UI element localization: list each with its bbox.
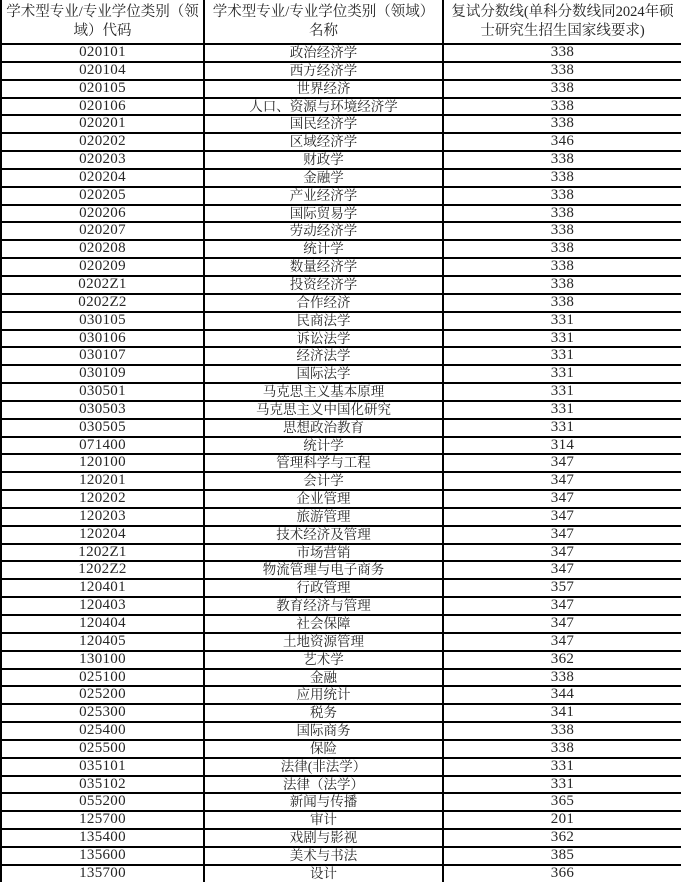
name-cell: 旅游管理 xyxy=(204,508,443,526)
name-cell: 保险 xyxy=(204,740,443,758)
score-cell: 346 xyxy=(443,133,681,151)
table-row xyxy=(1,133,681,151)
name-cell: 投资经济学 xyxy=(204,276,443,294)
name-cell: 企业管理 xyxy=(204,490,443,508)
score-cell: 338 xyxy=(443,240,681,258)
code-cell: 025500 xyxy=(1,740,204,758)
name-cell: 马克思主义中国化研究 xyxy=(204,401,443,419)
name-cell: 会计学 xyxy=(204,472,443,490)
score-cell: 331 xyxy=(443,312,681,330)
name-cell: 统计学 xyxy=(204,437,443,455)
name-cell: 产业经济学 xyxy=(204,187,443,205)
table-row xyxy=(1,669,681,687)
table-row xyxy=(1,98,681,116)
score-cell: 331 xyxy=(443,365,681,383)
code-cell: 020201 xyxy=(1,115,204,133)
code-cell: 120203 xyxy=(1,508,204,526)
score-cell: 338 xyxy=(443,222,681,240)
header-name-column: 学术型专业/专业学位类别（领域）名称 xyxy=(204,0,443,44)
score-cell: 347 xyxy=(443,508,681,526)
code-cell: 020202 xyxy=(1,133,204,151)
code-cell: 030505 xyxy=(1,419,204,437)
table-header xyxy=(1,0,681,44)
code-cell: 025300 xyxy=(1,704,204,722)
name-cell: 经济法学 xyxy=(204,347,443,365)
name-cell: 西方经济学 xyxy=(204,62,443,80)
name-cell: 社会保障 xyxy=(204,615,443,633)
table-row xyxy=(1,383,681,401)
table-row xyxy=(1,347,681,365)
table-row xyxy=(1,865,681,882)
name-cell: 思想政治教育 xyxy=(204,419,443,437)
code-cell: 020207 xyxy=(1,222,204,240)
name-cell: 财政学 xyxy=(204,151,443,169)
table-row xyxy=(1,222,681,240)
name-cell: 数量经济学 xyxy=(204,258,443,276)
table-row xyxy=(1,490,681,508)
code-cell: 120405 xyxy=(1,633,204,651)
table-row xyxy=(1,454,681,472)
score-cell: 331 xyxy=(443,383,681,401)
name-cell: 政治经济学 xyxy=(204,44,443,62)
code-cell: 030105 xyxy=(1,312,204,330)
table-row xyxy=(1,169,681,187)
table-row xyxy=(1,651,681,669)
table-row xyxy=(1,633,681,651)
code-cell: 030109 xyxy=(1,365,204,383)
table-row xyxy=(1,115,681,133)
code-cell: 020208 xyxy=(1,240,204,258)
header-code-column: 学术型专业/专业学位类别（领域）代码 xyxy=(1,0,204,44)
score-cell: 347 xyxy=(443,597,681,615)
score-cell: 338 xyxy=(443,44,681,62)
code-cell: 120202 xyxy=(1,490,204,508)
score-cell: 347 xyxy=(443,544,681,562)
score-cell: 338 xyxy=(443,62,681,80)
name-cell: 教育经济与管理 xyxy=(204,597,443,615)
code-cell: 1202Z2 xyxy=(1,561,204,579)
code-cell: 025200 xyxy=(1,686,204,704)
name-cell: 美术与书法 xyxy=(204,847,443,865)
code-cell: 030106 xyxy=(1,330,204,348)
table-row xyxy=(1,776,681,794)
name-cell: 艺术学 xyxy=(204,651,443,669)
name-cell: 新闻与传播 xyxy=(204,793,443,811)
code-cell: 020104 xyxy=(1,62,204,80)
name-cell: 应用统计 xyxy=(204,686,443,704)
table-row xyxy=(1,276,681,294)
name-cell: 民商法学 xyxy=(204,312,443,330)
table-row xyxy=(1,829,681,847)
score-cell: 338 xyxy=(443,187,681,205)
score-cell: 201 xyxy=(443,811,681,829)
table-row xyxy=(1,187,681,205)
score-cell: 338 xyxy=(443,740,681,758)
score-cell: 357 xyxy=(443,579,681,597)
name-cell: 劳动经济学 xyxy=(204,222,443,240)
name-cell: 人口、资源与环境经济学 xyxy=(204,98,443,116)
name-cell: 国际法学 xyxy=(204,365,443,383)
score-cell: 338 xyxy=(443,205,681,223)
name-cell: 合作经济 xyxy=(204,294,443,312)
code-cell: 120204 xyxy=(1,526,204,544)
score-cell: 338 xyxy=(443,258,681,276)
code-cell: 020206 xyxy=(1,205,204,223)
name-cell: 区域经济学 xyxy=(204,133,443,151)
score-cell: 331 xyxy=(443,401,681,419)
table-row xyxy=(1,561,681,579)
code-cell: 130100 xyxy=(1,651,204,669)
code-cell: 125700 xyxy=(1,811,204,829)
table-row xyxy=(1,437,681,455)
code-cell: 055200 xyxy=(1,793,204,811)
code-cell: 135700 xyxy=(1,865,204,882)
name-cell: 诉讼法学 xyxy=(204,330,443,348)
name-cell: 统计学 xyxy=(204,240,443,258)
table-row xyxy=(1,508,681,526)
code-cell: 120404 xyxy=(1,615,204,633)
table-row xyxy=(1,544,681,562)
name-cell: 物流管理与电子商务 xyxy=(204,561,443,579)
table-row xyxy=(1,151,681,169)
table-row xyxy=(1,793,681,811)
score-cell: 347 xyxy=(443,526,681,544)
table-row xyxy=(1,526,681,544)
table-row xyxy=(1,847,681,865)
score-cell: 338 xyxy=(443,294,681,312)
table-row xyxy=(1,722,681,740)
name-cell: 国际商务 xyxy=(204,722,443,740)
code-cell: 030503 xyxy=(1,401,204,419)
score-cell: 314 xyxy=(443,437,681,455)
name-cell: 金融 xyxy=(204,669,443,687)
table-row xyxy=(1,811,681,829)
code-cell: 1202Z1 xyxy=(1,544,204,562)
score-cell: 338 xyxy=(443,276,681,294)
score-cell: 331 xyxy=(443,776,681,794)
table-row xyxy=(1,704,681,722)
code-cell: 071400 xyxy=(1,437,204,455)
score-cell: 344 xyxy=(443,686,681,704)
name-cell: 戏剧与影视 xyxy=(204,829,443,847)
score-cell: 338 xyxy=(443,151,681,169)
code-cell: 0202Z2 xyxy=(1,294,204,312)
name-cell: 国际贸易学 xyxy=(204,205,443,223)
code-cell: 030107 xyxy=(1,347,204,365)
code-cell: 035101 xyxy=(1,758,204,776)
score-cell: 338 xyxy=(443,98,681,116)
table-row xyxy=(1,740,681,758)
header-row xyxy=(1,0,681,44)
code-cell: 120401 xyxy=(1,579,204,597)
score-cell: 338 xyxy=(443,722,681,740)
table-row xyxy=(1,365,681,383)
code-cell: 120403 xyxy=(1,597,204,615)
score-cell: 347 xyxy=(443,472,681,490)
table-row xyxy=(1,294,681,312)
table-row xyxy=(1,597,681,615)
code-cell: 135600 xyxy=(1,847,204,865)
name-cell: 法律(非法学） xyxy=(204,758,443,776)
score-cell: 347 xyxy=(443,633,681,651)
name-cell: 行政管理 xyxy=(204,579,443,597)
code-cell: 135400 xyxy=(1,829,204,847)
score-cell: 331 xyxy=(443,419,681,437)
code-cell: 020209 xyxy=(1,258,204,276)
name-cell: 世界经济 xyxy=(204,80,443,98)
name-cell: 法律（法学） xyxy=(204,776,443,794)
name-cell: 金融学 xyxy=(204,169,443,187)
score-cell: 347 xyxy=(443,561,681,579)
table-row xyxy=(1,62,681,80)
code-cell: 020105 xyxy=(1,80,204,98)
score-cell: 338 xyxy=(443,115,681,133)
table-row xyxy=(1,258,681,276)
table-row xyxy=(1,44,681,62)
score-cell: 338 xyxy=(443,80,681,98)
table-row xyxy=(1,419,681,437)
code-cell: 020205 xyxy=(1,187,204,205)
score-cell: 347 xyxy=(443,615,681,633)
name-cell: 管理科学与工程 xyxy=(204,454,443,472)
table-row xyxy=(1,758,681,776)
code-cell: 020204 xyxy=(1,169,204,187)
code-cell: 020203 xyxy=(1,151,204,169)
score-cell: 347 xyxy=(443,490,681,508)
table-row xyxy=(1,80,681,98)
code-cell: 120100 xyxy=(1,454,204,472)
code-cell: 025100 xyxy=(1,669,204,687)
score-cell: 338 xyxy=(443,669,681,687)
name-cell: 税务 xyxy=(204,704,443,722)
score-cell: 366 xyxy=(443,865,681,882)
code-cell: 120201 xyxy=(1,472,204,490)
score-cell: 365 xyxy=(443,793,681,811)
table-row xyxy=(1,240,681,258)
score-cell: 362 xyxy=(443,829,681,847)
table-row xyxy=(1,401,681,419)
table-row xyxy=(1,686,681,704)
name-cell: 审计 xyxy=(204,811,443,829)
code-cell: 030501 xyxy=(1,383,204,401)
score-cell: 341 xyxy=(443,704,681,722)
table-row xyxy=(1,579,681,597)
name-cell: 国民经济学 xyxy=(204,115,443,133)
score-cell: 331 xyxy=(443,330,681,348)
name-cell: 技术经济及管理 xyxy=(204,526,443,544)
score-cell: 338 xyxy=(443,169,681,187)
score-cell: 385 xyxy=(443,847,681,865)
table-row xyxy=(1,615,681,633)
score-cell: 347 xyxy=(443,454,681,472)
score-cell: 331 xyxy=(443,758,681,776)
table-body xyxy=(1,44,681,882)
score-cell: 362 xyxy=(443,651,681,669)
name-cell: 设计 xyxy=(204,865,443,882)
code-cell: 0202Z1 xyxy=(1,276,204,294)
code-cell: 020101 xyxy=(1,44,204,62)
name-cell: 土地资源管理 xyxy=(204,633,443,651)
table-row xyxy=(1,330,681,348)
table-row xyxy=(1,472,681,490)
score-cell: 331 xyxy=(443,347,681,365)
code-cell: 025400 xyxy=(1,722,204,740)
name-cell: 马克思主义基本原理 xyxy=(204,383,443,401)
table-row xyxy=(1,205,681,223)
code-cell: 035102 xyxy=(1,776,204,794)
table-row xyxy=(1,312,681,330)
header-score-column: 复试分数线(单科分数线同2024年硕士研究生招生国家线要求) xyxy=(443,0,681,44)
name-cell: 市场营销 xyxy=(204,544,443,562)
code-cell: 020106 xyxy=(1,98,204,116)
